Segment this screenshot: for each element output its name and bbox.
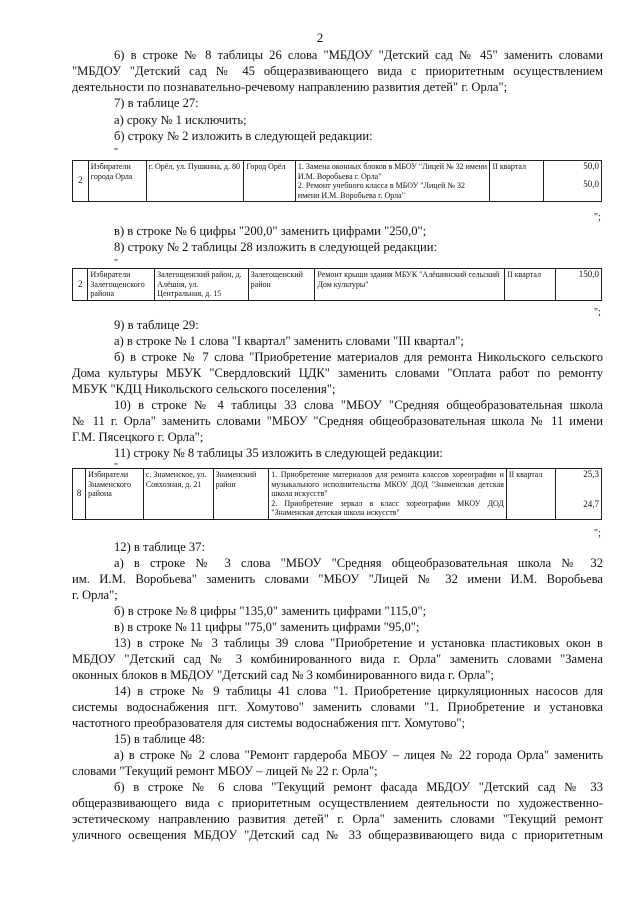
text-line: словами "Текущий ремонт МБОУ – лицей № 22 г. Орла"; — [72, 764, 378, 778]
text-line: 9) в таблице 29: — [114, 318, 199, 332]
voters-cell: Избиратели города Орла — [88, 161, 146, 202]
work-item: 1. Приобретение материалов для ремонта классов хореографии и музыкального исполнительства МКОУ ДОД "Знаменская детская школа искусств" — [271, 470, 504, 498]
page-number: 2 — [316, 30, 324, 45]
text-line: № 11 г. Орла" заменить словами "МБОУ "Средняя общеобразовательная школа № 11 имени — [72, 414, 603, 428]
text-line: деятельности по познавательно-речевому направлению развития детей" г. Орла"; — [72, 80, 508, 94]
text-line: частотного преобразователя для системы водоснабжения пгт. Хомутово"; — [72, 716, 466, 730]
amount-value: 25,3 — [583, 469, 599, 479]
amount-cell — [556, 469, 602, 520]
text-line: 6) в строке № 8 таблицы 26 слова "МБДОУ "Детский сад № 45" заменить словами — [114, 48, 603, 62]
table-row — [73, 161, 602, 202]
close-quote-mark: "; — [594, 307, 601, 318]
works-cell — [295, 161, 490, 202]
text-line: МБУК "КДЦ Никольского сельского поселения"; — [72, 382, 336, 396]
voters-cell: Избиратели Знаменского района — [86, 469, 144, 520]
table-28-row-2 — [72, 268, 602, 301]
period-cell: II квартал — [506, 469, 556, 520]
address-cell: г. Орёл, ул. Пушкина, д. 80 — [146, 161, 244, 202]
work-item: 1. Замена оконных блоков в МБОУ "Лицей № 32 имени И.М. Воробьева г. Орла" — [297, 162, 488, 181]
district-cell: Город Орёл — [244, 161, 296, 202]
row-number: 2 — [73, 161, 89, 202]
text-line: в) в строке № 11 цифры "75,0" заменить цифрами "95,0"; — [114, 620, 420, 634]
work-item: 2. Ремонт учебного класса в МБОУ "Лицей № 32 имени И.М. Воробьева г. Орла" — [297, 181, 465, 200]
text-line: "МБДОУ "Детский сад № 45 общеразвивающего вида с приоритетным осуществлением — [72, 64, 603, 78]
works-cell: Ремонт крыши здания МБУК "Алёшинский сельский Дом культуры" — [315, 269, 505, 301]
row-number: 8 — [73, 469, 86, 520]
period-cell: II квартал — [505, 269, 555, 301]
text-line: а) сроку № 1 исключить; — [114, 113, 247, 127]
amount-cell: 150,0 — [555, 269, 601, 301]
period-cell: II квартал — [490, 161, 544, 202]
row-number: 2 — [73, 269, 88, 301]
table-35-row-8 — [72, 468, 602, 520]
amount-value: 50,0 — [583, 161, 599, 171]
text-line: 13) в строке № 3 таблицы 39 слова "Приобретение и установка пластиковых окон в — [114, 636, 603, 650]
text-line: 14) в строке № 9 таблицы 41 слова "1. Приобретение циркуляционных насосов для — [114, 684, 603, 698]
text-line: а) в строке № 1 слова "I квартал" заменить словами "III квартал"; — [114, 334, 464, 348]
text-line: МБДОУ "Детский сад № 3 комбинированного вида г. Орла" заменить словами "Замена — [72, 652, 603, 666]
text-line: Г.М. Пясецкого г. Орла"; — [72, 430, 204, 444]
text-line: г. Орла"; — [72, 588, 118, 602]
close-quote-mark: "; — [594, 528, 601, 539]
text-line: а) в строке № 3 слова "МБОУ "Средняя общеобразовательная школа № 32 — [114, 556, 603, 570]
text-line: 15) в таблице 48: — [114, 732, 205, 746]
voters-cell: Избиратели Залегощенского района — [88, 269, 155, 301]
text-line: общеразвивающего вида с приоритетным осуществлением деятельности по художественно- — [72, 796, 603, 810]
text-line: 8) строку № 2 таблицы 28 изложить в следующей редакции: — [114, 240, 437, 254]
close-quote-mark: "; — [594, 212, 601, 223]
text-line: Дома культуры МБУК "Свердловский ЦДК" заменить словами "Оплата работ по ремонту — [72, 366, 603, 380]
text-line: 11) строку № 8 таблицы 35 изложить в следующей редакции: — [114, 446, 443, 460]
table-row — [73, 269, 602, 301]
district-cell: Знаменский район — [213, 469, 269, 520]
table-27-row-2 — [72, 160, 602, 202]
works-cell — [269, 469, 507, 520]
amount-value: 50,0 — [583, 178, 599, 189]
text-line: б) в строке № 6 слова "Текущий ремонт фасада МБДОУ "Детский сад № 33 — [114, 780, 603, 794]
open-quote-mark: " — [114, 462, 119, 473]
text-line: б) в строке № 8 цифры "135,0" заменить цифрами "115,0"; — [114, 604, 427, 618]
text-line: в) в строке № 6 цифры "200,0" заменить цифрами "250,0"; — [114, 224, 427, 238]
text-line: б) строку № 2 изложить в следующей редакции: — [114, 129, 373, 143]
text-line: им. И.М. Воробьева" заменить словами "МБОУ "Лицей № 32 имени И.М. Воробьева — [72, 572, 603, 586]
district-cell: Залегощенский район — [248, 269, 315, 301]
text-line: 10) в строке № 4 таблицы 33 слова "МБОУ "Средняя общеобразовательная школа — [114, 398, 603, 412]
amount-cell — [544, 161, 602, 202]
amount-value: 24,7 — [583, 498, 599, 509]
open-quote-mark: " — [114, 147, 119, 158]
address-cell: с. Знаменское, ул. Совхозная, д. 21 — [143, 469, 213, 520]
address-cell: Залегощенский район, д. Алёшня, ул. Центральная, д. 15 — [155, 269, 248, 301]
text-line: эстетическому направлению развития детей" г. Орла" заменить словами "Текущий ремонт — [72, 812, 603, 826]
work-item: 2. Приобретение зеркал в класс хореографии МКОУ ДОД "Знаменская детская школа искусств" — [271, 498, 504, 517]
text-line: 12) в таблице 37: — [114, 540, 205, 554]
table-row — [73, 469, 602, 520]
text-line: системы водоснабжения пгт. Хомутово" заменить словами "1. Приобретение и установка — [72, 700, 603, 714]
text-line: оконных блоков в МБДОУ "Детский сад № 3 комбинированного вида г. Орла"; — [72, 668, 494, 682]
text-line: б) в строке № 7 слова "Приобретение материалов для ремонта Никольского сельского — [114, 350, 603, 364]
text-line: а) в строке № 2 слова "Ремонт гардероба МБОУ – лицея № 22 города Орла" заменить — [114, 748, 603, 762]
text-line: 7) в таблице 27: — [114, 96, 199, 110]
open-quote-mark: " — [114, 258, 119, 269]
text-line: уличного освещения МБДОУ "Детский сад № 33 общеразвивающего вида с приоритетным — [72, 828, 603, 842]
